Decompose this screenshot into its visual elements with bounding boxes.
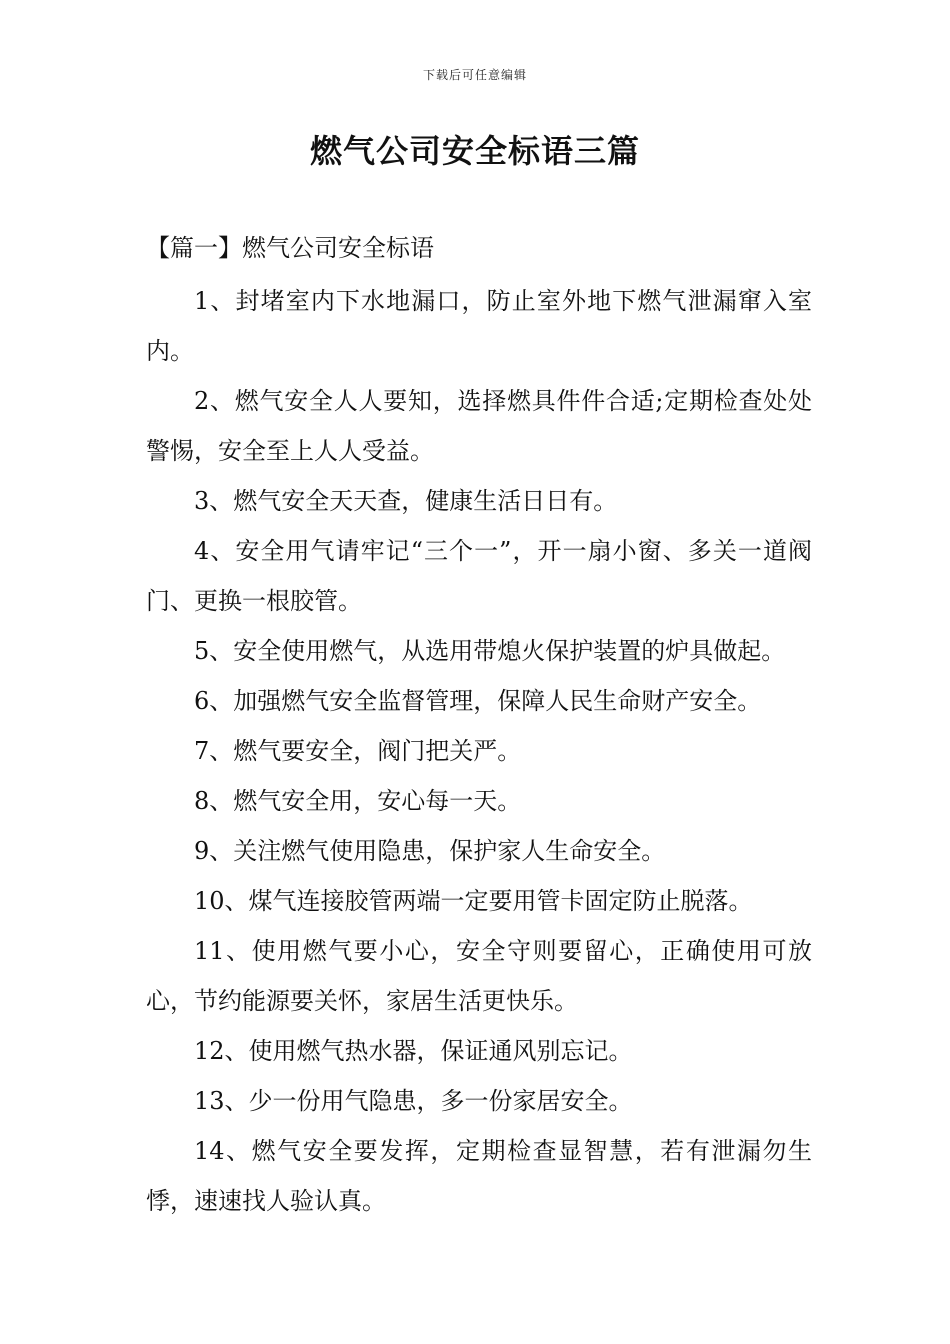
list-item: 11、使用燃气要小心，安全守则要留心，正确使用可放心，节约能源要关怀，家居生活更快乐。 (146, 937, 812, 1015)
list-item: 2、燃气安全人人要知，选择燃具件件合适;定期检查处处警惕，安全至上人人受益。 (146, 387, 812, 465)
list-item: 13、少一份用气隐患，多一份家居安全。 (194, 1087, 633, 1115)
list-item: 9、关注燃气使用隐患，保护家人生命安全。 (194, 837, 666, 865)
list-item: 7、燃气要安全，阀门把关严。 (194, 737, 522, 765)
list-item: 10、煤气连接胶管两端一定要用管卡固定防止脱落。 (194, 887, 753, 915)
list-item: 4、安全用气请牢记“三个一”，开一扇小窗、多关一道阀门、更换一根胶管。 (146, 537, 812, 615)
page-title: 燃气公司安全标语三篇 (309, 132, 640, 170)
list-item: 12、使用燃气热水器，保证通风别忘记。 (194, 1037, 633, 1065)
list-item: 8、燃气安全用，安心每一天。 (194, 787, 522, 815)
slogan-list (146, 276, 812, 1226)
list-item: 5、安全使用燃气，从选用带熄火保护装置的炉具做起。 (194, 637, 786, 665)
header-note: 下载后可任意编辑 (422, 68, 527, 82)
section-heading: 【篇一】燃气公司安全标语 (146, 234, 434, 262)
list-item: 6、加强燃气安全监督管理，保障人民生命财产安全。 (194, 687, 762, 715)
list-item: 1、封堵室内下水地漏口，防止室外地下燃气泄漏窜入室内。 (146, 287, 812, 365)
list-item: 14、燃气安全要发挥，定期检查显智慧，若有泄漏勿生悸，速速找人验认真。 (146, 1137, 812, 1215)
list-item: 3、燃气安全天天查，健康生活日日有。 (194, 487, 618, 515)
